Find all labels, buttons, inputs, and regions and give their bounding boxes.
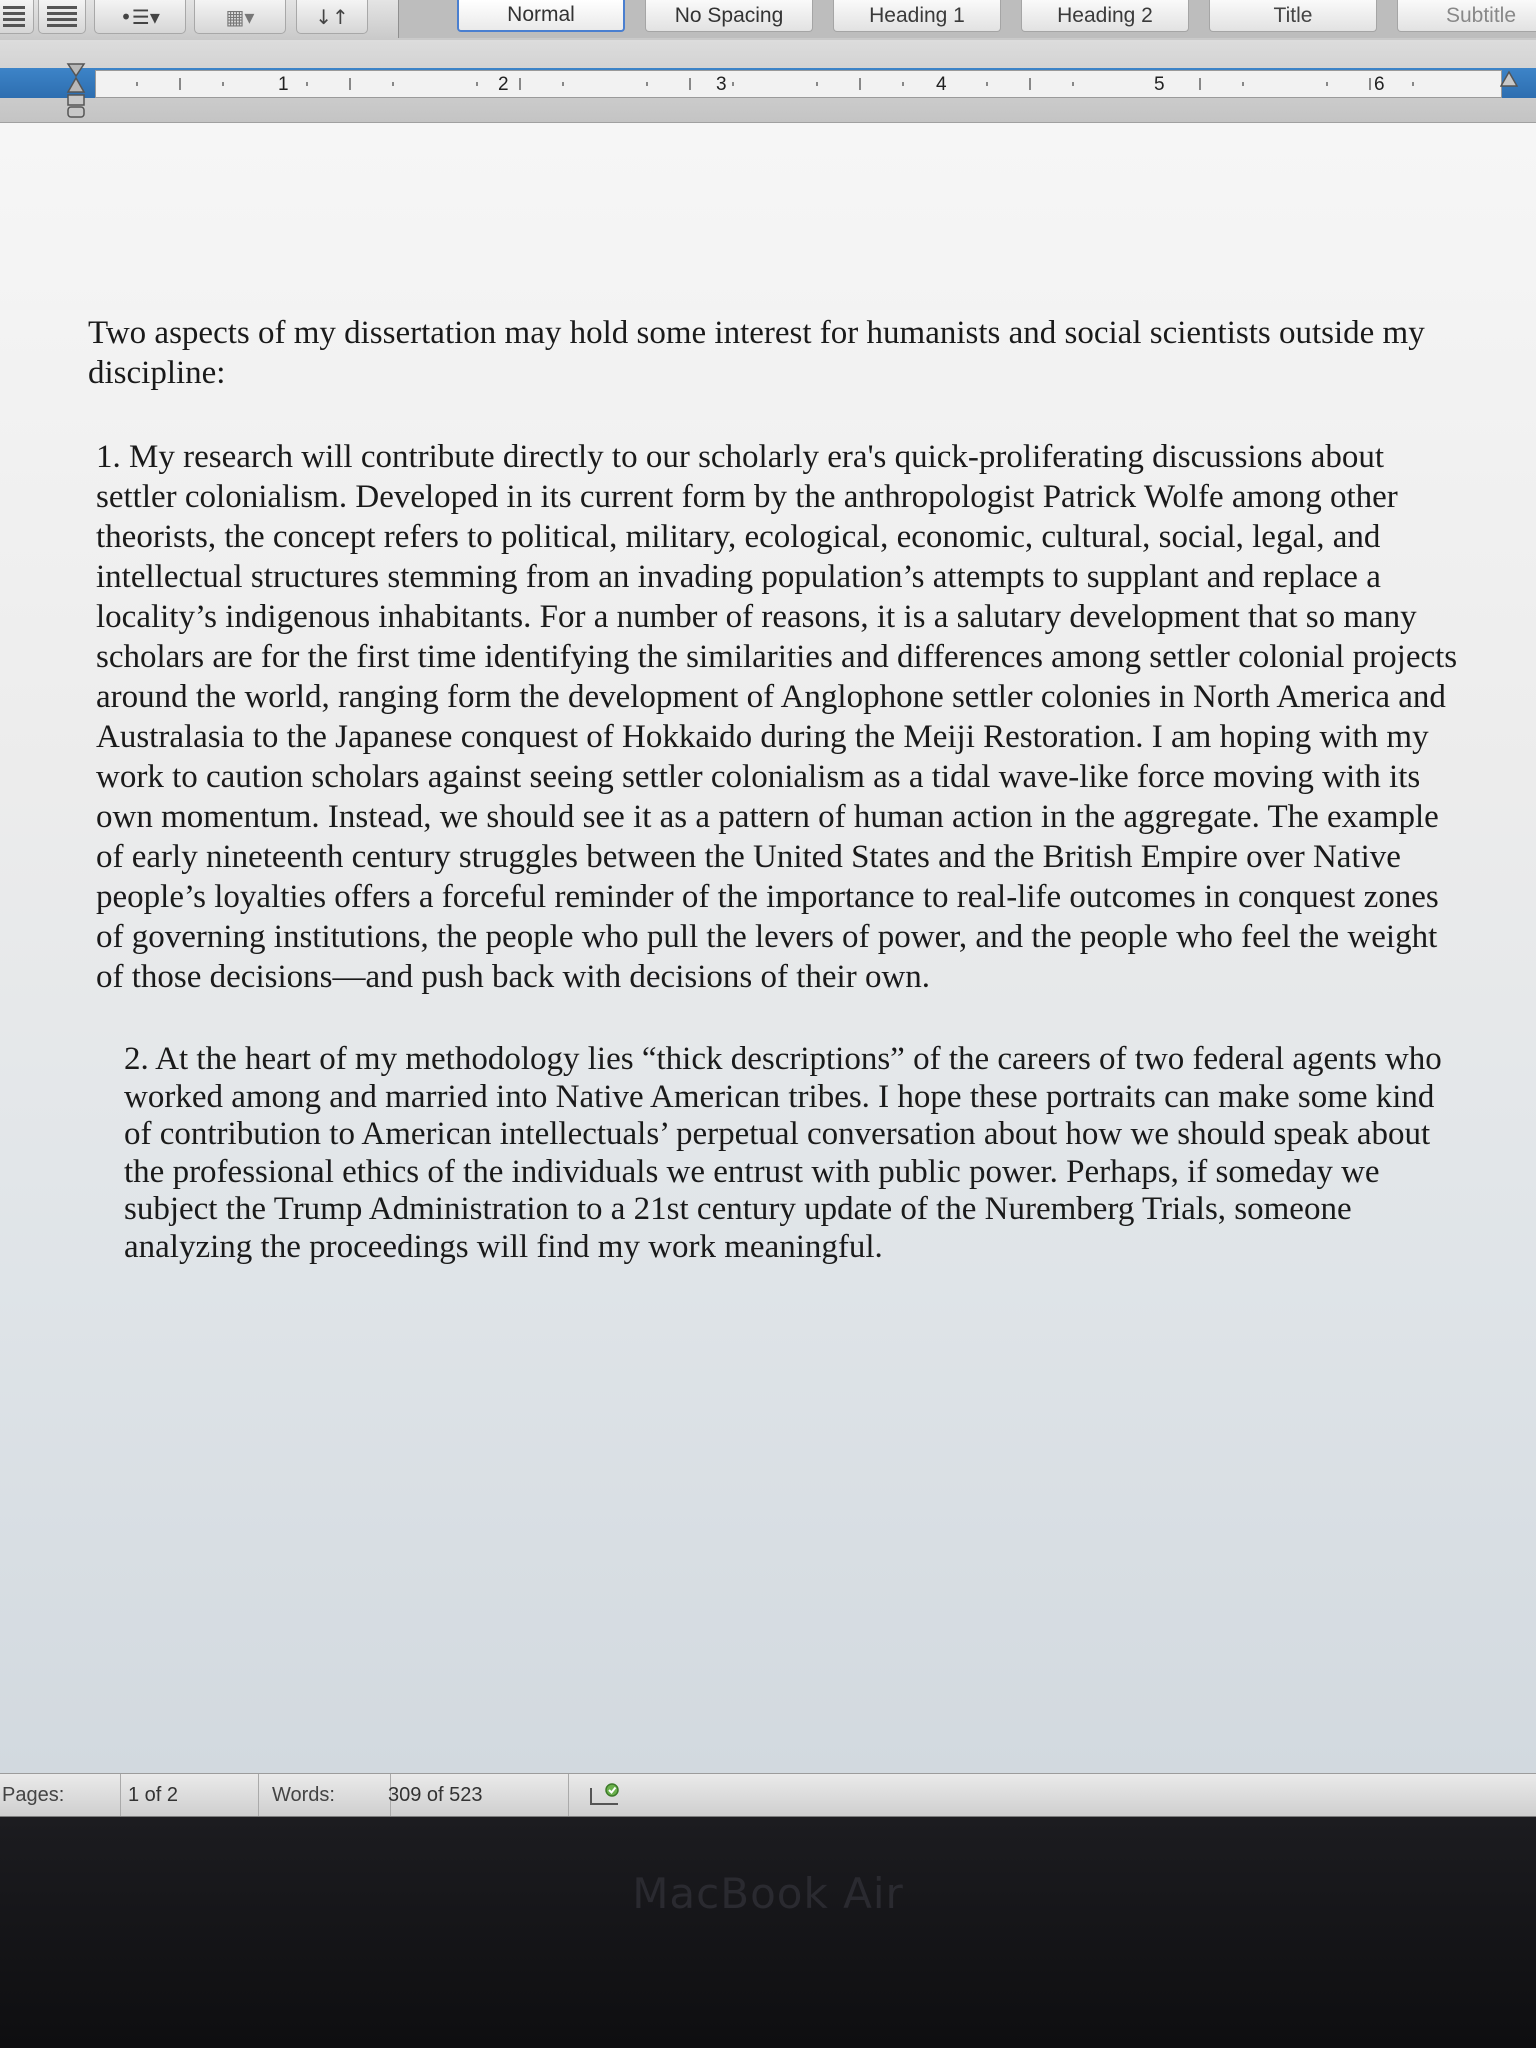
shading-button[interactable] [194, 0, 286, 34]
pages-value-segment[interactable] [120, 1774, 259, 1816]
bulleted-list-button[interactable] [94, 0, 186, 34]
align-justify-icon [3, 6, 25, 28]
words-label: Words: [272, 1783, 335, 1806]
right-indent-marker-icon[interactable] [1500, 70, 1518, 92]
style-subtitle[interactable]: Subtitle [1397, 0, 1536, 32]
status-bar [0, 1773, 1536, 1818]
align-justify-button-2[interactable] [38, 0, 86, 34]
words-segment[interactable] [260, 1774, 391, 1816]
horizontal-ruler[interactable] [0, 40, 1536, 123]
styles-gallery [398, 0, 1536, 38]
intro-paragraph[interactable]: Two aspects of my dissertation may hold some interest for humanists and social scientists outside my discipline: [88, 315, 1425, 391]
paragraph-1[interactable]: 1. My research will contribute directly to our scholarly era's quick-proliferating discussions about settler colonialism. Developed in its current form by the anthropologist Patrick Wolfe among other theorists, the concept refers to political, military, ecological, economic, cultural, social, legal, and intellectual structures stemming from an invading population’s attempts to supplant and replace a locality’s indigenous inhabitants. For a number of reasons, it is a salutary development that so many scholars are for the first time identifying the similarities and differences among settler colonial projects around the world, ranging form the development of Anglophone settler colonies in North America and Australasia to the Japanese conquest of Hokkaido during the Meiji Restoration. I am hoping with my work to caution scholars against seeing settler colonialism as a tidal wave-like force moving with its own momentum. Instead, we should see it as a pattern of human action in the aggregate. The example of early nineteenth century struggles between the United States and the British Empire over Native people’s loyalties offers a forceful reminder of the importance to real-life outcomes in conquest zones of governing institutions, the people who pull the levers of power, and the people who feel the weight of those decisions—and push back with decisions of their own. [96, 439, 1458, 995]
ruler-number: 1 [278, 74, 289, 95]
ruler-number: 3 [716, 74, 727, 95]
sort-icon: ↓↑ [315, 4, 349, 29]
ruler-number: 2 [498, 74, 509, 95]
words-value-segment[interactable] [388, 1774, 569, 1816]
style-heading-1[interactable]: Heading 1 [833, 0, 1001, 32]
document-body[interactable] [88, 313, 1468, 1310]
laptop-bezel [0, 1817, 1536, 2048]
document-page[interactable] [0, 123, 1536, 1773]
words-value: 309 of 523 [388, 1783, 483, 1806]
ruler-number: 5 [1154, 74, 1165, 95]
paragraph-2[interactable]: 2. At the heart of my methodology lies “thick descriptions” of the careers of two federal agents who worked among and married into Native American tribes. I hope these portraits can make some kind of contribution to American intellectuals’ perpetual conversation about how we should speak about the professional ethics of the individuals we entrust with public power. Perhaps, if someday we subject the Trump Administration to a 21st century update of the Nuremberg Trials, someone analyzing the proceedings will find my work meaningful. [124, 1041, 1442, 1265]
brand-label: MacBook Air [632, 1869, 904, 1918]
style-heading-2[interactable]: Heading 2 [1021, 0, 1189, 32]
pages-value: 1 of 2 [128, 1783, 179, 1806]
bulleted-list-icon: •☰▾ [120, 4, 160, 29]
align-justify-button[interactable] [0, 0, 34, 34]
shading-icon: ▦▾ [225, 4, 255, 29]
pages-label: Pages: [2, 1783, 65, 1806]
indent-marker-icon[interactable] [66, 62, 86, 120]
ruler-number: 6 [1374, 74, 1385, 95]
pages-segment[interactable] [0, 1774, 121, 1816]
spell-check-icon[interactable] [588, 1782, 622, 1808]
ruler-number: 4 [936, 74, 947, 95]
style-normal[interactable]: Normal [457, 0, 625, 32]
style-title[interactable]: Title [1209, 0, 1377, 32]
formatting-toolbar [0, 0, 1536, 41]
ruler-scale[interactable] [95, 70, 1502, 98]
align-justify-icon [47, 6, 77, 28]
style-no-spacing[interactable]: No Spacing [645, 0, 813, 32]
sort-button[interactable] [296, 0, 368, 34]
